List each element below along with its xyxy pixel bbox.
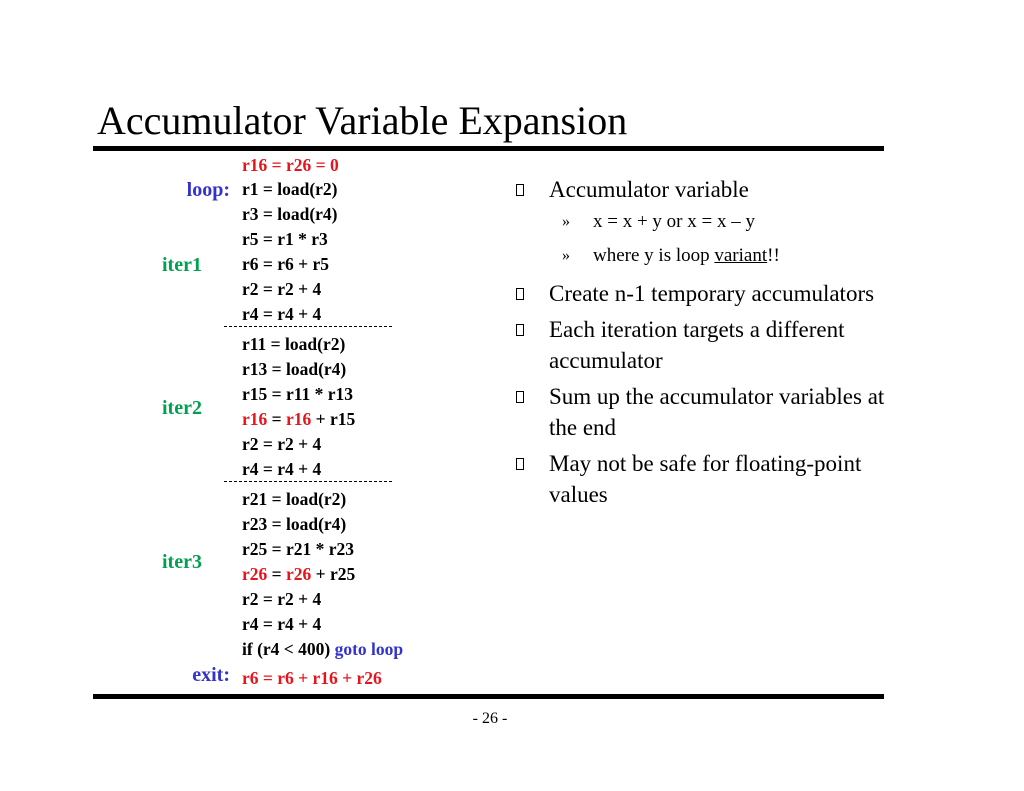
code-token: r16 xyxy=(286,409,312,429)
underlined-word: variant xyxy=(714,245,768,266)
code-line: r21 = load(r2) xyxy=(242,489,347,509)
bullet-text: Each iteration targets a different accumulator xyxy=(549,317,845,373)
code-line: r15 = r11 * r13 xyxy=(242,384,354,404)
iter2-label: iter2 xyxy=(162,397,202,419)
bullet-text: May not be safe for floating-point values xyxy=(549,451,862,507)
code-token: r26 xyxy=(286,564,312,584)
title-rule xyxy=(93,146,884,151)
bullet-box-icon xyxy=(516,391,524,403)
sub-bullet-text: where y is loop xyxy=(593,245,715,266)
code-line: r4 = r4 + 4 xyxy=(242,614,322,634)
code-token: + r15 xyxy=(311,409,356,429)
code-line-exit: r6 = r6 + r16 + r26 xyxy=(242,668,382,688)
chevron-bullet-icon: » xyxy=(562,213,570,230)
code-line xyxy=(242,564,355,584)
bullet-item xyxy=(510,314,890,376)
code-line: r11 = load(r2) xyxy=(242,334,346,354)
sub-bullet-item xyxy=(510,244,890,268)
sub-bullet-text: x = x + y or x = x – y xyxy=(593,211,755,232)
code-line: r25 = r21 * r23 xyxy=(242,539,355,559)
code-line: r4 = r4 + 4 xyxy=(242,459,322,479)
code-token: if (r4 < 400) xyxy=(242,639,335,659)
iter1-label: iter1 xyxy=(162,254,202,276)
bullet-text: Sum up the accumulator variables at the end xyxy=(549,384,885,440)
footer-rule xyxy=(93,694,884,699)
sub-bullet-item xyxy=(510,210,890,234)
code-line xyxy=(242,639,403,659)
code-line-init: r16 = r26 = 0 xyxy=(242,155,339,175)
bullet-item xyxy=(510,174,890,205)
bullet-box-icon xyxy=(516,324,524,336)
code-line: r6 = r6 + r5 xyxy=(242,254,329,274)
bullet-box-icon xyxy=(516,184,524,196)
code-line: r13 = load(r4) xyxy=(242,359,347,379)
code-token: = xyxy=(267,564,287,584)
code-token: r26 xyxy=(242,564,268,584)
bullet-item xyxy=(510,448,890,510)
code-line: r3 = load(r4) xyxy=(242,204,338,224)
chevron-bullet-icon: » xyxy=(562,247,570,264)
code-line: r2 = r2 + 4 xyxy=(242,589,322,609)
code-token: = xyxy=(267,409,287,429)
code-token: goto loop xyxy=(334,639,404,659)
slide-title: Accumulator Variable Expansion xyxy=(97,98,628,143)
iteration-divider xyxy=(224,326,392,327)
code-token: + r25 xyxy=(311,564,356,584)
bullet-item xyxy=(510,278,890,309)
bullet-box-icon xyxy=(516,288,524,300)
code-line: r5 = r1 * r3 xyxy=(242,229,328,249)
iteration-divider xyxy=(224,481,392,482)
code-line: r2 = r2 + 4 xyxy=(242,434,322,454)
bullet-text: Create n-1 temporary accumulators xyxy=(549,281,875,306)
bullet-list xyxy=(510,174,890,515)
sub-bullet-suffix: !! xyxy=(767,245,780,266)
code-line: r1 = load(r2) xyxy=(242,179,338,199)
code-line xyxy=(242,409,355,429)
exit-label: exit: xyxy=(192,664,230,686)
bullet-item xyxy=(510,381,890,443)
code-line: r23 = load(r4) xyxy=(242,514,347,534)
page-number: - 26 - xyxy=(472,710,508,727)
code-token: r16 xyxy=(242,409,268,429)
bullet-text: Accumulator variable xyxy=(549,177,749,202)
loop-label: loop: xyxy=(186,179,230,201)
code-line: r4 = r4 + 4 xyxy=(242,304,322,324)
code-line: r2 = r2 + 4 xyxy=(242,279,322,299)
iter3-label: iter3 xyxy=(162,551,202,573)
bullet-box-icon xyxy=(516,458,524,470)
